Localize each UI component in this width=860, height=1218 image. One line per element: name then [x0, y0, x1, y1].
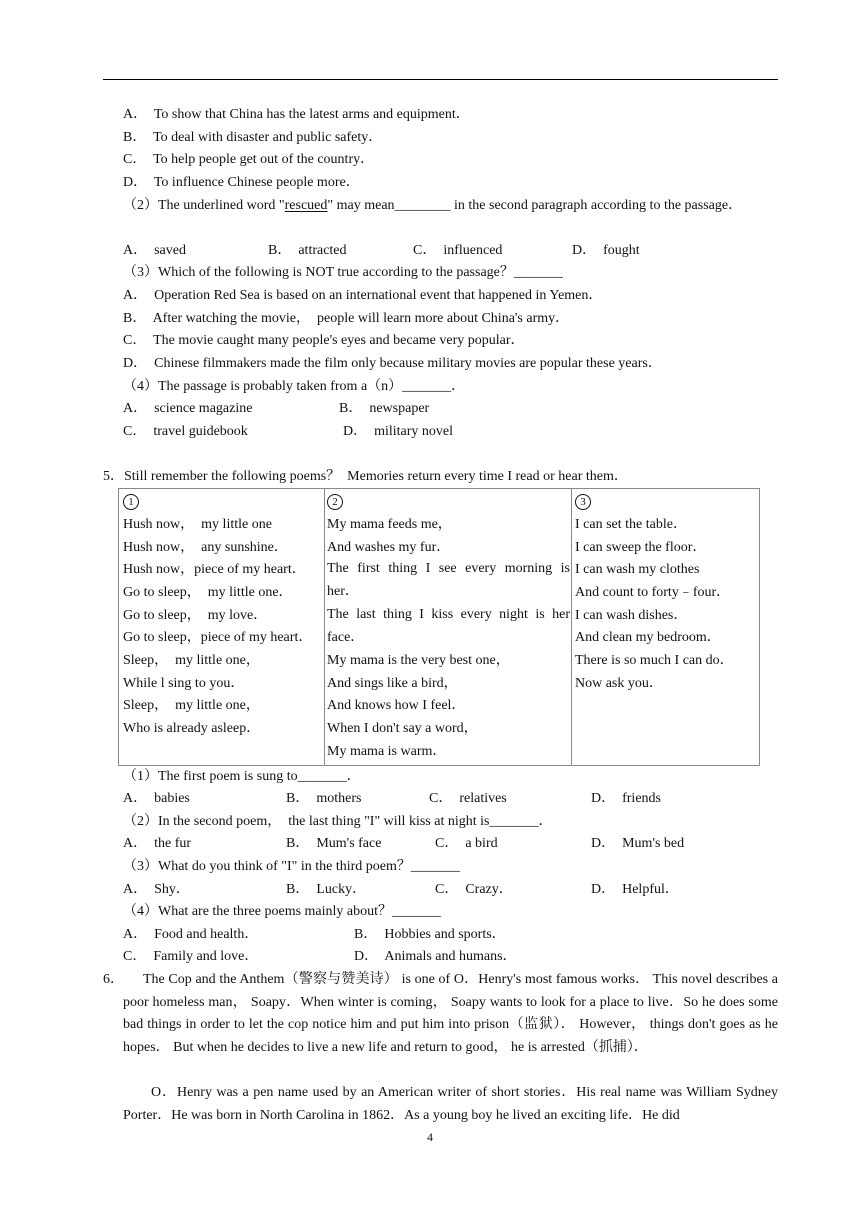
- poem-1-line: Hush now，piece of my heart．: [123, 562, 306, 577]
- poem-3-line: I can sweep the floor．: [575, 540, 707, 555]
- q6-paragraph-2: O．Henry was a pen name used by an American writer of short stories．His real name was William Sydney Porter．He was born in North Carolina in 1862．As a young boy he lived an exciting life．He did: [123, 1085, 778, 1123]
- poem-2-line: The first thing I see every morning is her．: [327, 561, 570, 599]
- poems-table: [118, 488, 760, 766]
- q4-1-option-d: D． To influence Chinese people more．: [123, 175, 360, 190]
- poem-2-line: My mama is the very best one，: [327, 653, 510, 668]
- poem-1-circled-number: 1: [123, 494, 139, 510]
- poem-1-line: Go to sleep， my little one．: [123, 585, 293, 600]
- q4-3-option-d: D． Chinese filmmakers made the film only because military movies are popular these years．: [123, 356, 662, 371]
- q5-4-option-b: B． Hobbies and sports．: [354, 927, 506, 942]
- q5-3-option-d: D． Helpful．: [591, 882, 679, 897]
- q4-2-underlined-word: rescued: [284, 198, 328, 213]
- poem-2-line: When I don't say a word，: [327, 721, 478, 736]
- q6-number: 6．: [103, 972, 124, 987]
- q5-intro: 5．Still remember the following poems？ Memories return every time I read or hear them．: [103, 469, 628, 484]
- q4-2-option-c: C． influenced: [413, 243, 503, 258]
- poem-1-line: Go to sleep，piece of my heart．: [123, 630, 313, 645]
- q4-4-stem: （4）The passage is probably taken from a（n）_______．: [123, 379, 466, 394]
- q4-2-option-d: D． fought: [572, 243, 640, 258]
- q5-4-option-a: A． Food and health．: [123, 927, 259, 942]
- q4-1-option-a: A． To show that China has the latest arms and equipment．: [123, 107, 470, 122]
- poem-1-line: Go to sleep， my love．: [123, 608, 268, 623]
- poem-1-line: Sleep， my little one，: [123, 698, 260, 713]
- poem-1-line: Hush now， any sunshine．: [123, 540, 288, 555]
- poem-3-line: There is so much I can do．: [575, 653, 734, 668]
- q4-3-option-a: A． Operation Red Sea is based on an international event that happened in Yemen．: [123, 288, 603, 303]
- q4-3-option-b: B． After watching the movie， people will learn more about China's army．: [123, 311, 570, 326]
- q5-1-option-c: C． relatives: [429, 791, 507, 806]
- q5-2-option-c: C． a bird: [435, 836, 498, 851]
- poem-2-line: And washes my fur．: [327, 540, 451, 555]
- q4-2-prefix: （2）The underlined word ": [123, 198, 285, 213]
- q4-1-option-c: C． To help people get out of the country．: [123, 152, 375, 167]
- poem-1-line: Who is already asleep．: [123, 721, 261, 736]
- poem-1-line: While l sing to you．: [123, 676, 245, 691]
- poem-2-line: And sings like a bird，: [327, 676, 458, 691]
- poem-2-number: [327, 492, 343, 512]
- poem-3-line: And clean my bedroom．: [575, 630, 721, 645]
- q5-4-option-d: D． Animals and humans．: [354, 949, 517, 964]
- q6-paragraph-1: The Cop and the Anthem（警察与赞美诗） is one of O．Henry's most famous works． This novel describes a poor homeless man， Soapy．When winter is coming， Soapy wants to look for a place to live．So he does some bad things in order to let the cop notice him and put him into prison（监狱）． However， things don't goes as he hopes． But when he decides to live a new life and return to good， he is arrested（抓捕）．: [123, 972, 778, 1056]
- q5-1-option-d: D． friends: [591, 791, 661, 806]
- poem-3-cell: [572, 489, 758, 765]
- poem-3-circled-number: 3: [575, 494, 591, 510]
- page-number: 4: [427, 1130, 433, 1144]
- q4-2-suffix: " may mean________ in the second paragraph according to the passage．: [327, 198, 743, 213]
- poem-1-line: Hush now， my little one: [123, 517, 272, 532]
- q4-1-option-b: B． To deal with disaster and public safety．: [123, 130, 383, 145]
- q5-1-stem: （1）The first poem is sung to_______．: [123, 769, 361, 784]
- q4-4-option-c: C． travel guidebook: [123, 424, 248, 439]
- q5-4-option-c: C． Family and love．: [123, 949, 259, 964]
- poem-2-line: And knows how I feel．: [327, 698, 466, 713]
- poem-3-line: And count to forty﹣four．: [575, 585, 731, 600]
- q5-2-option-d: D． Mum's bed: [591, 836, 685, 851]
- q4-3-stem: （3）Which of the following is NOT true according to the passage？_______: [123, 265, 563, 280]
- poem-3-line: I can set the table．: [575, 517, 687, 532]
- q4-2-option-a: A． saved: [123, 243, 186, 258]
- poem-2-circled-number: 2: [327, 494, 343, 510]
- q4-2-option-b: B． attracted: [268, 243, 347, 258]
- q4-4-option-a: A． science magazine: [123, 401, 253, 416]
- q5-3-option-a: A． Shy．: [123, 882, 190, 897]
- poem-1-number: [123, 492, 139, 512]
- poem-2-line: The last thing I kiss every night is her face．: [327, 607, 570, 645]
- poem-3-number: [575, 492, 591, 512]
- q4-4-option-b: B． newspaper: [339, 401, 430, 416]
- q5-2-stem: （2）In the second poem， the last thing "I" will kiss at night is_______．: [123, 814, 553, 829]
- poem-3-line: I can wash my clothes: [575, 562, 700, 577]
- q4-4-option-d: D． military novel: [343, 424, 454, 439]
- q5-4-stem: （4）What are the three poems mainly about？_______: [123, 904, 442, 919]
- q5-3-stem: （3）What do you think of "I" in the third poem？_______: [123, 859, 460, 874]
- poem-3-line: Now ask you．: [575, 676, 663, 691]
- q4-3-option-c: C． The movie caught many people's eyes and became very popular．: [123, 333, 525, 348]
- q5-2-option-b: B． Mum's face: [286, 836, 382, 851]
- poem-1-cell: [119, 489, 325, 765]
- header-rule: [103, 79, 778, 80]
- q5-3-option-b: B． Lucky．: [286, 882, 367, 897]
- q5-1-option-a: A． babies: [123, 791, 190, 806]
- q5-2-option-a: A． the fur: [123, 836, 192, 851]
- poem-3-line: I can wash dishes．: [575, 608, 688, 623]
- poem-2-cell: [324, 489, 572, 765]
- poem-2-line: My mama is warm．: [327, 744, 447, 759]
- q5-3-option-c: C． Crazy．: [435, 882, 513, 897]
- poem-2-line: My mama feeds me，: [327, 517, 452, 532]
- poem-1-line: Sleep， my little one，: [123, 653, 260, 668]
- q4-2-stem: [123, 195, 778, 218]
- q5-1-option-b: B． mothers: [286, 791, 362, 806]
